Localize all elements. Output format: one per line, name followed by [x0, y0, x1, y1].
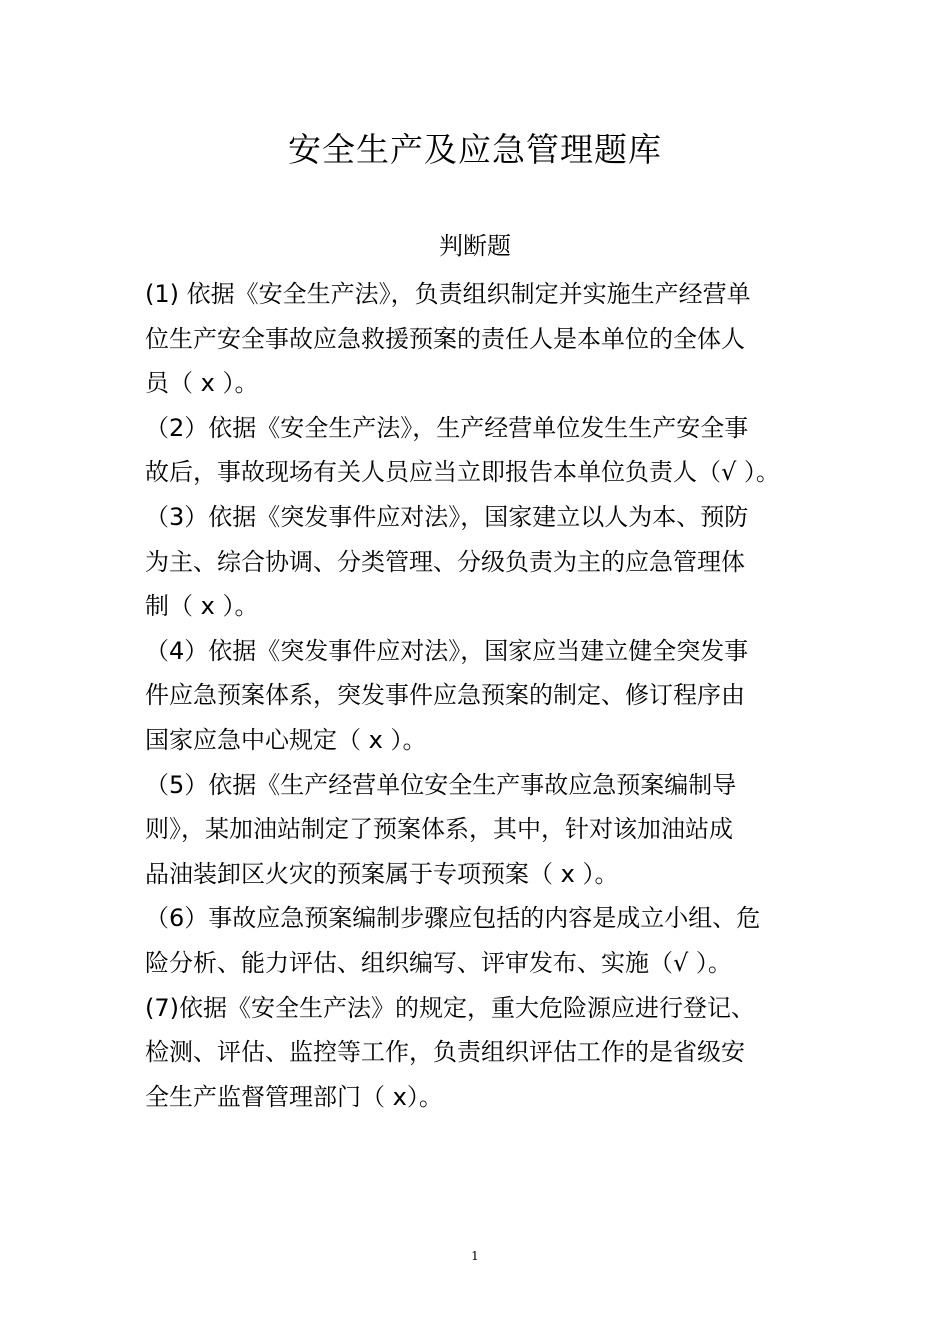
document-title: 安全生产及应急管理题库: [288, 130, 662, 169]
text-line: 制（ x ）。: [145, 592, 259, 621]
text-line: 则》，某加油站制定了预案体系，其中，针对该加油站成: [145, 815, 733, 844]
text-line: 故后，事故现场有关人员应当立即报告本单位负责人（√ ）。: [145, 458, 780, 487]
page-number: 1: [471, 1249, 479, 1263]
text-line: 为主、综合协调、分类管理、分级负责为主的应急管理体: [145, 547, 745, 576]
text-line: （6）事故应急预案编制步骤应包括的内容是成立小组、危: [145, 904, 761, 933]
text-line: 位生产安全事故应急救援预案的责任人是本单位的全体人: [145, 324, 745, 353]
question-list: [145, 272, 810, 1119]
text-line: (7)依据《安全生产法》的规定，重大危险源应进行登记、: [145, 993, 755, 1022]
text-line: （3）依据《突发事件应对法》，国家建立以人为本、预防: [145, 502, 749, 531]
text-line: （4）依据《突发事件应对法》，国家应当建立健全突发事: [145, 636, 749, 665]
text-line: （5）依据《生产经营单位安全生产事故应急预案编制导: [145, 770, 737, 799]
text-line: 件应急预案体系，突发事件应急预案的制定、修订程序由: [145, 681, 745, 710]
text-line: 国家应急中心规定（ x ）。: [145, 725, 427, 754]
text-line: 员（ x ）。: [145, 369, 259, 398]
text-line: 险分析、能力评估、组织编写、评审发布、实施（√ ）。: [145, 948, 732, 977]
text-line: 检测、评估、监控等工作，负责组织评估工作的是省级安: [145, 1038, 745, 1067]
text-line: 品油装卸区火灾的预案属于专项预案（ x ）。: [145, 859, 619, 888]
section-heading: 判断题: [439, 232, 511, 260]
text-line: 全生产监督管理部门（ x）。: [145, 1082, 443, 1111]
text-line: （2）依据《安全生产法》，生产经营单位发生生产安全事: [145, 413, 749, 442]
text-line: (1) 依据《安全生产法》，负责组织制定并实施生产经营单: [145, 280, 751, 308]
